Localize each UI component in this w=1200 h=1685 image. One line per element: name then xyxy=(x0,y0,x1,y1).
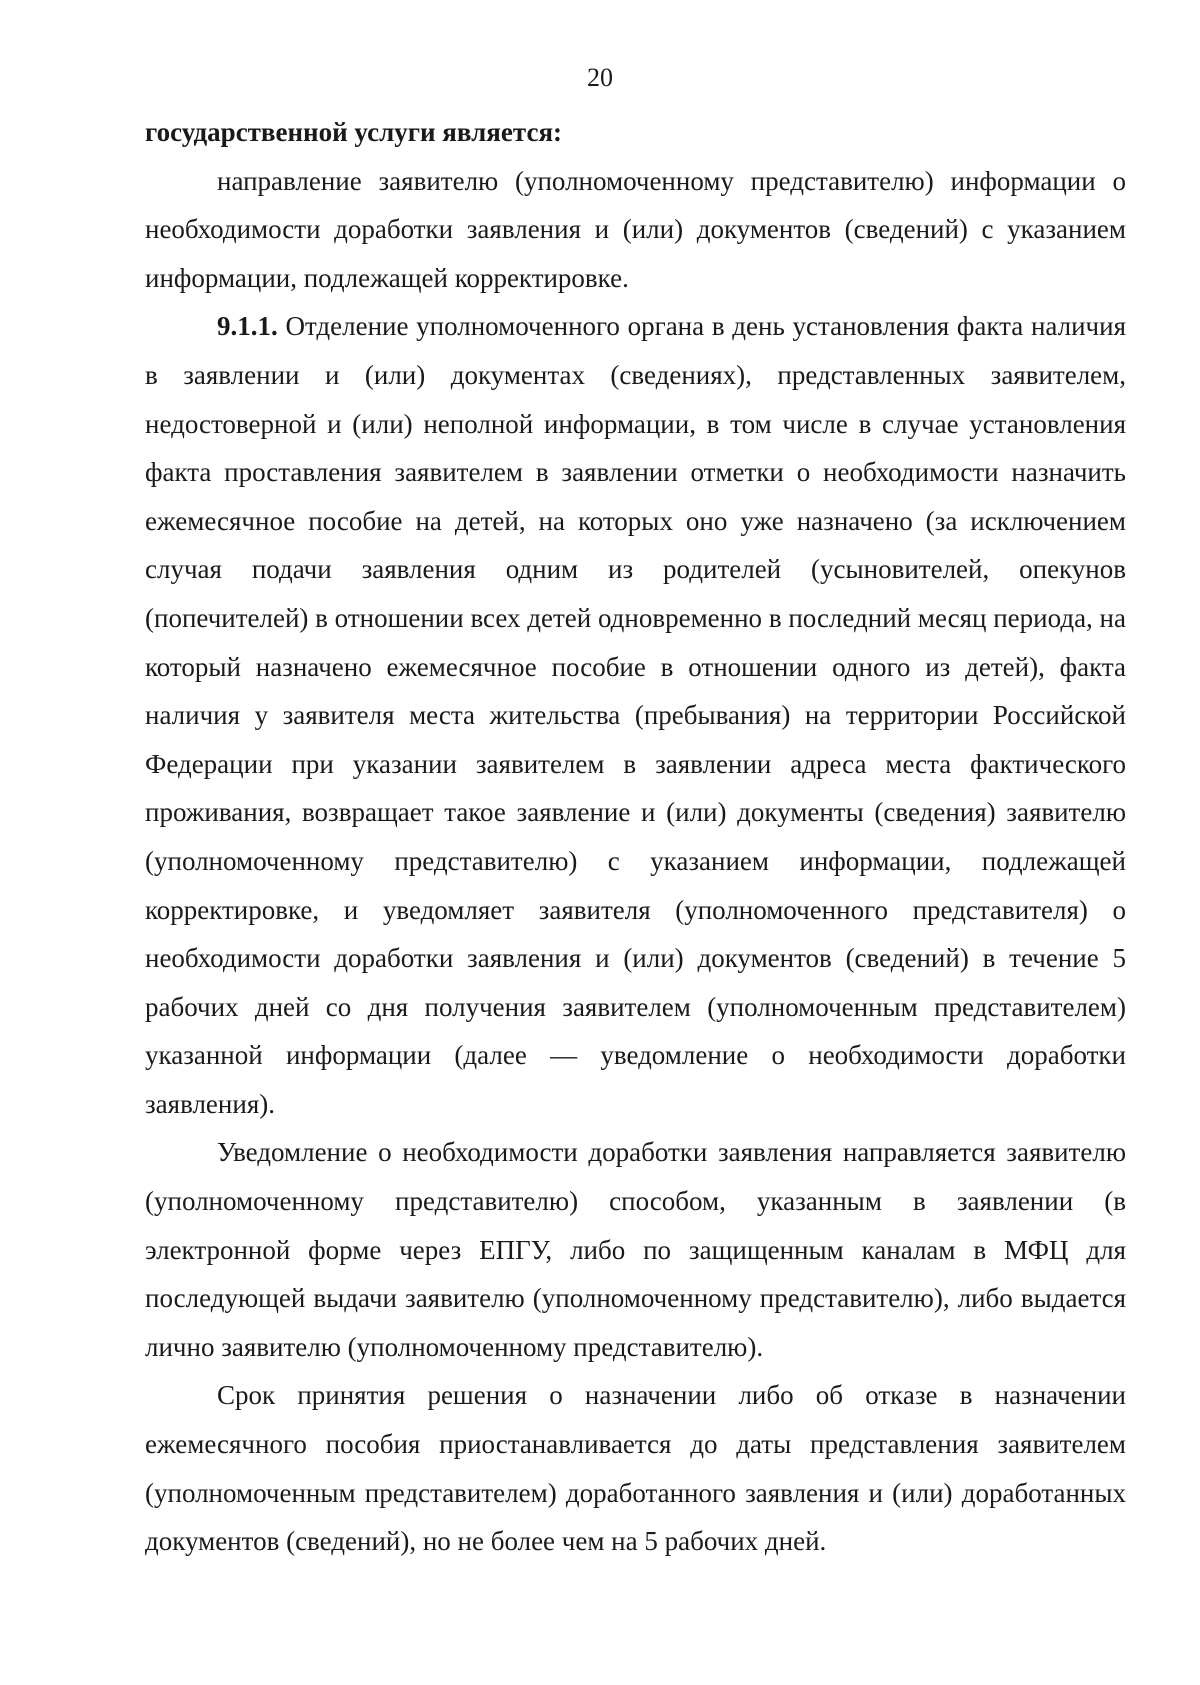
clause-number: 9.1.1. xyxy=(217,311,278,342)
clause-text: Отделение уполномоченного органа в день установления факта наличия в заявлении и (или) документах (сведениях), представленных заявителем, недостоверной и (или) неполной информации, в том числе в случае установления факта проставления заявителем в заявлении отметки о необходимости назначить ежемесячное пособие на детей, на которых оно уже назначено (за исключением случая подачи заявления одним из родителей (усыновителей, опекунов (попечителей) в отношении всех детей одновременно в последний месяц периода, на который назначено ежемесячное пособие в отношении одного из детей), факта наличия у заявителя места жительства (пребывания) на территории Российской Федерации при указании заявителем в заявлении адреса места фактического проживания, возвращает такое заявление и (или) документы (сведения) заявителю (уполномоченному представителю) с указанием информации, подлежащей корректировке, и уведомляет заявителя (уполномоченного представителя) о необходимости доработки заявления и (или) документов (сведений) в течение 5 рабочих дней со дня получения заявителем (уполномоченным представителем) указанной информации (далее — уведомление о необходимости доработки заявления). xyxy=(145,311,1126,1119)
paragraph-notification-delivery: Уведомление о необходимости доработки заявления направляется заявителю (уполномоченному представителю) способом, указанным в заявлении (в электронной форме через ЕПГУ, либо по защищенным каналам в МФЦ для последующей выдачи заявителю (уполномоченному представителю), либо выдается лично заявителю (уполномоченному представителю). xyxy=(145,1137,1126,1362)
document-body xyxy=(145,108,1126,1566)
clause-9-1-1 xyxy=(145,302,1126,1128)
paragraph-decision-term: Срок принятия решения о назначении либо об отказе в назначении ежемесячного пособия приостанавливается до даты представления заявителем (уполномоченным представителем) доработанного заявления и (или) доработанных документов (сведений), но не более чем на 5 рабочих дней. xyxy=(145,1380,1126,1557)
section-heading-continuation: государственной услуги является: xyxy=(145,117,563,147)
paragraph-notification-direction: направление заявителю (уполномоченному представителю) информации о необходимости доработки заявления и (или) документов (сведений) с указанием информации, подлежащей корректировке. xyxy=(145,165,1126,293)
page-number: 20 xyxy=(587,63,613,92)
